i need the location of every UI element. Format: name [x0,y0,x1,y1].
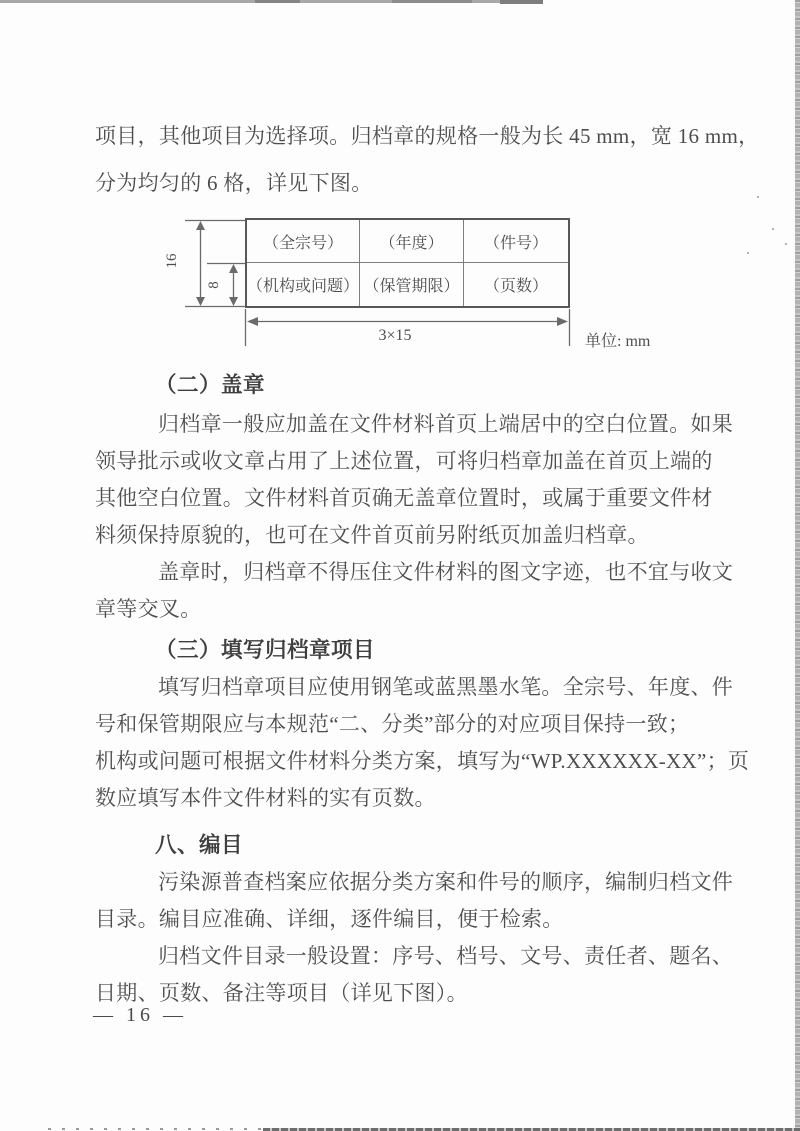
scan-speck [785,243,787,245]
text-line: 归档章一般应加盖在文件材料首页上端居中的空白位置。如果 [158,412,734,436]
stamp-cell-org-or-issue: （机构或问题） [247,263,360,306]
text-line: 归档文件目录一般设置：序号、档号、文号、责任者、题名、 [158,944,734,968]
paragraph-seal-caution [95,558,735,632]
text-line: 分为均匀的 6 格，详见下图。 [95,171,373,195]
text-line: 填写归档章项目应使用钢笔或蓝黑墨水笔。全宗号、年度、件 [158,675,734,699]
paragraph-seal-placement [95,410,735,558]
paragraph-stamp-spec [95,122,760,216]
scan-edge-artifact-bottom [48,1128,263,1130]
text-line: 目录。编目应准确、详细，逐件编目，便于检索。 [95,907,564,931]
page-number: — 16 — [93,1004,187,1026]
dimension-label-row-8: 8 [206,281,222,289]
paragraph-catalog-order [95,868,735,942]
text-line: 机构或问题可根据文件材料分类方案，填写为“WP.XXXXXX-XX”；页 [95,749,750,773]
section-heading-fill: （三）填写归档章项目 [155,638,376,662]
scan-edge-artifact-top-dark [392,0,472,3]
text-line: 数应填写本件文件材料的实有页数。 [95,786,436,810]
text-line: 盖章时，归档章不得压住文件材料的图文字迹，也不宜与收文 [158,560,734,584]
scan-edge-artifact-top-dark [500,0,543,4]
text-line: 其他空白位置。文件材料首页确无盖章位置时，或属于重要文件材 [95,486,713,510]
paragraph-catalog-fields [95,942,735,1016]
scan-edge-artifact-top-dark [255,0,300,3]
section-heading-catalog: 八、编目 [155,833,244,857]
stamp-cell-page-count: （页数） [483,278,548,295]
scan-edge-artifact-right [795,0,800,1131]
archival-stamp-table [245,218,570,308]
text-line: 项目，其他项目为选择项。归档章的规格一般为长 45 mm，宽 16 mm， [95,124,760,148]
text-line: 污染源普查档案应依据分类方案和件号的顺序，编制归档文件 [158,870,734,894]
stamp-cell-item-number: （件号） [464,220,568,263]
text-line: 号和保管期限应与本规范“二、分类”部分的对应项目保持一致； [95,712,690,736]
unit-label-mm: 单位: mm [585,333,651,350]
text-line: 日期、页数、备注等项目（详见下图）。 [95,981,468,1005]
scan-speck [757,196,759,198]
dimension-label-width-3x15: 3×15 [378,327,412,344]
stamp-cell-year: （年度） [360,220,464,263]
text-line: 料须保持原貌的，也可在文件首页前另附纸页加盖归档章。 [95,523,649,547]
stamp-cell-fonds-number: （全宗号） [247,220,360,263]
section-heading-seal: （二）盖章 [155,373,266,397]
dimension-label-height-16: 16 [164,253,180,269]
text-line: 领导批示或收文章占用了上述位置，可将归档章加盖在首页上端的 [95,449,713,473]
scan-speck [747,252,749,254]
stamp-cell-retention-period: （保管期限） [360,263,464,306]
text-line: 章等交叉。 [95,597,202,621]
scan-speck [772,228,774,230]
paragraph-fill-rules [95,673,750,821]
